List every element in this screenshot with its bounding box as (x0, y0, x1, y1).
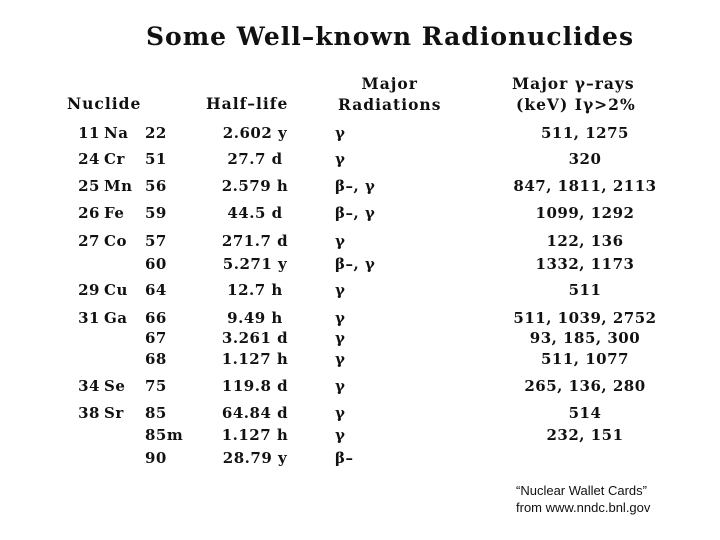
half-life-value: 44.5 d (227, 204, 283, 222)
table-row (0, 122, 720, 144)
nuclide-z: 11 (78, 124, 100, 142)
nuclide-z: 34 (78, 377, 100, 395)
nuclide-mass: 64 (145, 281, 167, 299)
nuclide-mass: 60 (145, 255, 167, 273)
half-life-value: 271.7 d (221, 232, 289, 250)
nuclide-symbol: Fe (104, 204, 125, 222)
table-row (0, 230, 720, 252)
nuclide-z: 25 (78, 177, 100, 195)
half-life-value: 64.84 d (221, 404, 289, 422)
table-row (0, 447, 720, 469)
nuclide-symbol: Cr (104, 150, 125, 168)
gamma-energy-value: 1099, 1292 (535, 204, 635, 222)
nuclide-z: 27 (78, 232, 100, 250)
half-life-value: 5.271 y (222, 255, 288, 273)
table-row (0, 307, 720, 329)
table-row (0, 375, 720, 397)
table-row (0, 402, 720, 424)
radiation-value: γ (335, 281, 346, 299)
radiation-value: γ (335, 150, 346, 168)
radiation-value: β–, γ (335, 204, 376, 222)
gamma-energy-value: 320 (568, 150, 602, 168)
nuclide-mass: 85m (145, 426, 184, 444)
nuclide-mass: 57 (145, 232, 167, 250)
table-row (0, 424, 720, 446)
table-row (0, 327, 720, 349)
nuclide-mass: 22 (145, 124, 167, 142)
gamma-energy-value: 514 (568, 404, 602, 422)
radiation-value: γ (335, 124, 346, 142)
half-life-value: 3.261 d (221, 329, 289, 347)
nuclide-mass: 59 (145, 204, 167, 222)
source-credit (516, 482, 650, 516)
half-life-value: 9.49 h (227, 309, 283, 327)
half-life-value: 12.7 h (227, 281, 283, 299)
radiation-value: γ (335, 329, 346, 347)
page-title: Some Well–known Radionuclides (146, 22, 635, 51)
gamma-energy-value: 847, 1811, 2113 (513, 177, 657, 195)
gamma-energy-value: 232, 151 (546, 426, 624, 444)
table-row (0, 348, 720, 370)
nuclide-mass: 85 (145, 404, 167, 422)
nuclide-symbol: Se (104, 377, 126, 395)
gamma-energy-value: 265, 136, 280 (524, 377, 646, 395)
nuclide-symbol: Sr (104, 404, 124, 422)
credit-line2: from www.nndc.bnl.gov (516, 500, 651, 515)
nuclide-symbol: Cu (104, 281, 128, 299)
half-life-value: 28.79 y (222, 449, 288, 467)
gamma-energy-value: 1332, 1173 (535, 255, 635, 273)
radiation-value: β–, γ (335, 255, 376, 273)
nuclide-symbol: Mn (104, 177, 133, 195)
half-life-value: 27.7 d (227, 150, 283, 168)
half-life-value: 2.579 h (221, 177, 289, 195)
table-row (0, 279, 720, 301)
nuclide-z: 26 (78, 204, 100, 222)
gamma-energy-value: 511, 1275 (540, 124, 629, 142)
gamma-energy-value: 511, 1077 (540, 350, 629, 368)
radiation-value: γ (335, 309, 346, 327)
nuclide-mass: 67 (145, 329, 167, 347)
gamma-energy-value: 511 (568, 281, 602, 299)
radiation-value: γ (335, 377, 346, 395)
nuclide-z: 31 (78, 309, 100, 327)
header-radiations-line1: Major (361, 74, 418, 93)
nuclide-symbol: Na (104, 124, 129, 142)
nuclide-mass: 66 (145, 309, 167, 327)
table-row (0, 202, 720, 224)
gamma-energy-value: 511, 1039, 2752 (513, 309, 657, 327)
nuclide-z: 38 (78, 404, 100, 422)
half-life-value: 2.602 y (222, 124, 288, 142)
table-row (0, 253, 720, 275)
radiation-value: β– (335, 449, 354, 467)
nuclide-mass: 56 (145, 177, 167, 195)
table-row (0, 148, 720, 170)
half-life-value: 119.8 d (221, 377, 289, 395)
header-half-life: Half–life (206, 94, 289, 113)
gamma-energy-value: 93, 185, 300 (529, 329, 641, 347)
radiation-value: γ (335, 232, 346, 250)
nuclide-mass: 75 (145, 377, 167, 395)
header-gamma-line1: Major γ–rays (512, 74, 635, 93)
radiation-value: γ (335, 404, 346, 422)
gamma-energy-value: 122, 136 (546, 232, 624, 250)
half-life-value: 1.127 h (221, 350, 289, 368)
radiation-value: γ (335, 350, 346, 368)
nuclide-mass: 68 (145, 350, 167, 368)
nuclide-mass: 90 (145, 449, 167, 467)
credit-line1: “Nuclear Wallet Cards” (516, 483, 647, 498)
nuclide-z: 29 (78, 281, 100, 299)
header-gamma-line2: (keV) Iγ>2% (516, 95, 636, 114)
header-nuclide: Nuclide (67, 94, 142, 113)
header-radiations-line2: Radiations (338, 95, 442, 114)
nuclide-symbol: Co (104, 232, 127, 250)
nuclide-z: 24 (78, 150, 100, 168)
radiation-value: γ (335, 426, 346, 444)
radiation-value: β–, γ (335, 177, 376, 195)
table-row (0, 175, 720, 197)
half-life-value: 1.127 h (221, 426, 289, 444)
nuclide-mass: 51 (145, 150, 167, 168)
nuclide-symbol: Ga (104, 309, 128, 327)
